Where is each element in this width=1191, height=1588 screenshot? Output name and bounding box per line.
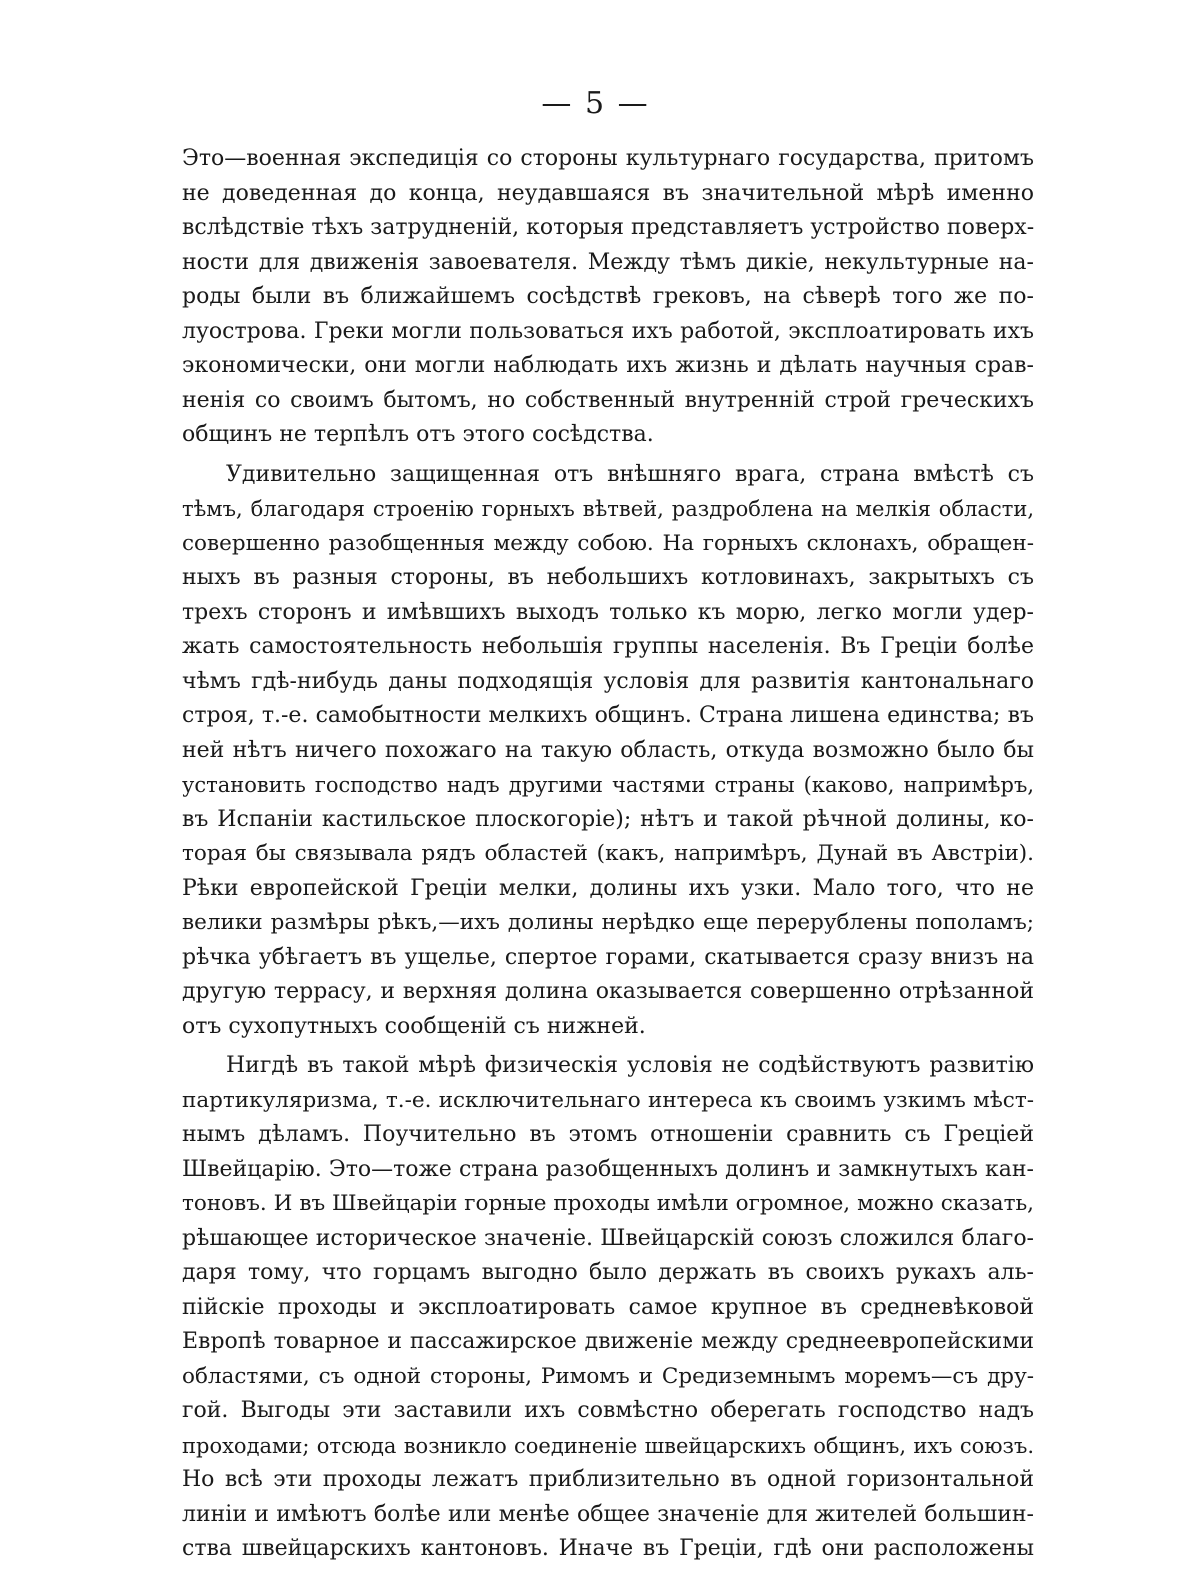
text-line: совершенно разобщенныя между собою. На горныхъ склонахъ, обращен- <box>182 530 1034 556</box>
text-body <box>182 142 1034 1567</box>
text-line: Но всѣ эти проходы лежатъ приблизительно въ одной горизонтальной <box>182 1467 1034 1492</box>
text-line: луострова. Греки могли пользоваться ихъ работой, эксплоатировать ихъ <box>182 318 1034 344</box>
paragraph <box>182 458 1034 1045</box>
text-line: нымъ дѣламъ. Поучительно въ этомъ отношеніи сравнить съ Греціей <box>182 1122 1034 1147</box>
text-line: торая бы связывала рядъ областей (какъ, напримѣръ, Дунай въ Австріи). <box>182 841 1034 866</box>
text-line: велики размѣры рѣкъ,—ихъ долины нерѣдко еще перерублены пополамъ; <box>182 910 1034 935</box>
text-line: общинъ не терпѣлъ отъ этого сосѣдства. <box>182 422 654 447</box>
text-line: рѣчка убѣгаетъ въ ущелье, спертое горами, скатывается сразу внизъ на <box>182 944 1034 970</box>
text-line: Это—военная экспедиція со стороны культурнаго государства, притомъ <box>182 146 1034 171</box>
text-line: установить господство надъ другими частями страны (каково, напримѣръ, <box>182 773 1034 797</box>
text-line: Швейцарію. Это—тоже страна разобщенныхъ долинъ и замкнутыхъ кан- <box>182 1156 1034 1182</box>
page-number: — 5 — <box>541 86 650 121</box>
text-line: жать самостоятельность небольшія группы населенія. Въ Греціи болѣе <box>182 634 1034 659</box>
text-line: не доведенная до конца, неудавшаяся въ значительной мѣрѣ именно <box>182 180 1034 206</box>
text-line: областями, съ одной стороны, Римомъ и Средиземнымъ моремъ—съ дру- <box>182 1363 1034 1389</box>
text-line: отъ сухопутныхъ сообщеній съ нижней. <box>182 1013 646 1039</box>
text-line: пійскіе проходы и эксплоатировать самое крупное въ средневѣковой <box>182 1294 1034 1320</box>
text-line: ства швейцарскихъ кантоновъ. Иначе въ Греціи, гдѣ они расположены <box>182 1536 1034 1561</box>
text-line: Удивительно защищенная отъ внѣшняго врага, страна вмѣстѣ съ <box>226 461 1034 487</box>
text-line: Европѣ товарное и пассажирское движеніе между среднеевропейскими <box>182 1329 1034 1354</box>
text-line: партикуляризма, т.-е. исключительнаго интереса къ своимъ узкимъ мѣст- <box>182 1087 1034 1113</box>
text-line: линіи и имѣютъ болѣе или менѣе общее значеніе для жителей большин- <box>182 1501 1034 1527</box>
text-line: чѣмъ гдѣ-нибудь даны подходящія условія для развитія кантональнаго <box>182 668 1034 694</box>
text-line: Рѣки европейской Греціи мелки, долины ихъ узки. Мало того, что не <box>182 875 1034 901</box>
text-line: гой. Выгоды эти заставили ихъ совмѣстно оберегать господство надъ <box>182 1398 1034 1423</box>
text-line: другую террасу, и верхняя долина оказывается совершенно отрѣзанной <box>182 979 1034 1004</box>
text-line: тѣмъ, благодаря строенію горныхъ вѣтвей, раздроблена на мелкія области, <box>182 497 1034 521</box>
text-line: ней нѣтъ ничего похожаго на такую область, откуда возможно было бы <box>182 737 1034 763</box>
text-line: строя, т.-е. самобытности мелкихъ общинъ. Страна лишена единства; въ <box>182 703 1034 728</box>
text-line: экономически, они могли наблюдать ихъ жизнь и дѣлать научныя срав- <box>182 353 1034 378</box>
text-line: вслѣдствіе тѣхъ затрудненій, которыя представляетъ устройство поверх- <box>182 215 1034 240</box>
text-line: Нигдѣ въ такой мѣрѣ физическія условія не содѣйствуютъ развитію <box>226 1053 1034 1078</box>
text-line: рѣшающее историческое значеніе. Швейцарскій союзъ сложился благо- <box>182 1225 1034 1251</box>
text-line: ности для движенія завоевателя. Между тѣмъ дикіе, некультурные на- <box>182 249 1034 275</box>
text-line: въ Испаніи кастильское плоскогоріе); нѣтъ и такой рѣчной долины, ко- <box>182 806 1034 832</box>
paragraph <box>182 1049 1034 1567</box>
paragraph <box>182 142 1034 453</box>
text-line: роды были въ ближайшемъ сосѣдствѣ грековъ, на сѣверѣ того же по- <box>182 284 1034 309</box>
text-line: тоновъ. И въ Швейцаріи горные проходы имѣли огромное, можно сказать, <box>182 1191 1034 1216</box>
text-line: даря тому, что горцамъ выгодно было держать въ своихъ рукахъ аль- <box>182 1260 1034 1285</box>
text-line: ныхъ въ разныя стороны, въ небольшихъ котловинахъ, закрытыхъ съ <box>182 565 1034 590</box>
text-line: трехъ сторонъ и имѣвшихъ выходъ только къ морю, легко могли удер- <box>182 599 1034 625</box>
text-line: проходами; отсюда возникло соединеніе швейцарскихъ общинъ, ихъ союзъ. <box>182 1433 1034 1458</box>
text-line: ненія со своимъ бытомъ, но собственный внутренній строй греческихъ <box>182 387 1034 413</box>
